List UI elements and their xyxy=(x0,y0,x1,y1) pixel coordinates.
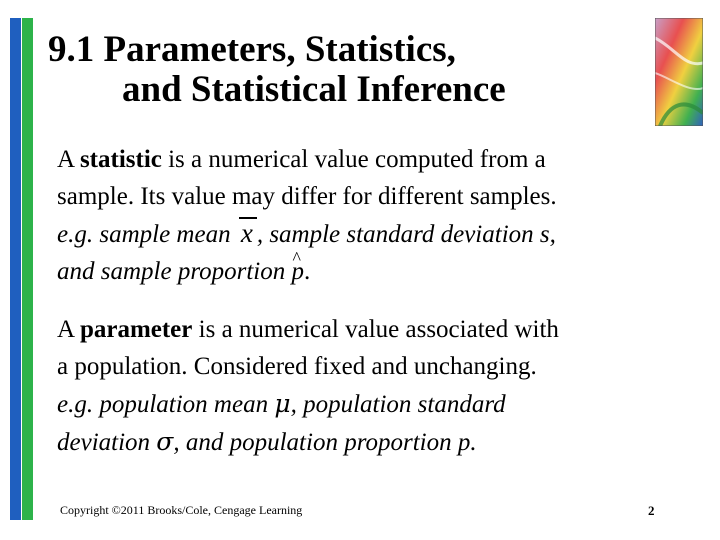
parameter-example-a: e.g. population mean xyxy=(57,391,275,418)
title-line-2: and Statistical Inference xyxy=(122,69,506,110)
decorative-swirl-image xyxy=(655,18,703,126)
title-line-1: 9.1 Parameters, Statistics, xyxy=(48,29,456,70)
left-accent-bar-green xyxy=(22,18,33,520)
left-accent-bar-blue xyxy=(10,18,21,520)
p-hat-symbol: ^ p xyxy=(292,253,305,290)
sigma-symbol: σ xyxy=(156,427,174,456)
statistic-example-c: and sample proportion xyxy=(57,258,292,285)
statistic-example-b: , sample standard deviation s, xyxy=(256,221,556,248)
statistic-definition xyxy=(57,141,677,290)
mu-symbol: μ xyxy=(274,389,291,418)
slide-title xyxy=(48,30,648,110)
parameter-example-d: , and population proportion p. xyxy=(173,429,477,456)
statistic-term: statistic xyxy=(79,146,162,173)
copyright-footer: Copyright ©2011 Brooks/Cole, Cengage Learning xyxy=(60,503,303,517)
parameter-intro-a: A xyxy=(57,316,80,343)
parameter-term: parameter xyxy=(79,316,193,343)
parameter-line-2: a population. Considered fixed and unchanging. xyxy=(57,353,537,380)
x-bar-symbol: x xyxy=(237,215,257,252)
page-number: 2 xyxy=(648,503,655,518)
statistic-line-2: sample. Its value may differ for different samples. xyxy=(57,183,557,210)
parameter-example-c: deviation xyxy=(57,429,157,456)
parameter-definition xyxy=(57,311,677,461)
parameter-intro-b: is a numerical value associated with xyxy=(192,316,559,343)
statistic-example-d: . xyxy=(304,258,311,285)
statistic-intro-b: is a numerical value computed from a xyxy=(161,146,546,173)
statistic-example-a: e.g. sample mean xyxy=(57,221,237,248)
statistic-intro-a: A xyxy=(57,146,80,173)
parameter-example-b: , population standard xyxy=(290,391,506,418)
